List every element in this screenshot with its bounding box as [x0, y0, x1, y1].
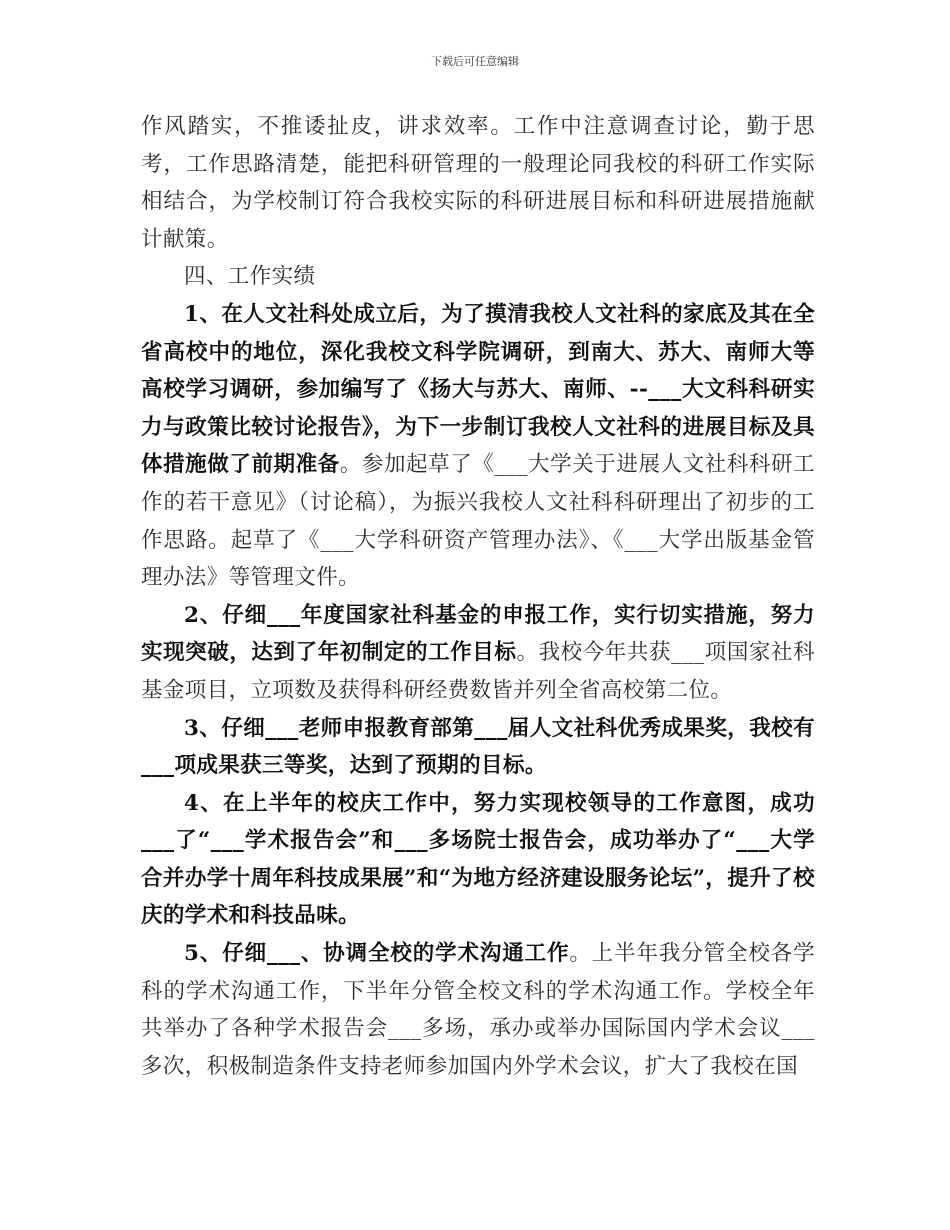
paragraph-item-4	[141, 785, 815, 935]
paragraph-text: 。上半年我分管全校各学科的学术沟通工作，下半年分管全校文科的学术沟通工作。学校全年共举办了各种学术报告会___多场，承办或举办国际国内学术会议___多次，积极制造条件支持老师参加国内外学术会议，扩大了我校在国	[141, 941, 815, 1079]
paragraph-text: 。我校今年共获___项国家社科基金项目，立项数及获得科研经费数皆并列全省高校第二位。	[141, 640, 815, 703]
bold-lead-text: 1、在人文社科处成立后，为了摸清我校人文社科的家底及其在全省高校中的地位，深化我校文科学院调研，到南大、苏大、南师大等高校学习调研，参加编写了《扬大与苏大、南师、--___大文科科研实力与政策比较讨论报告》，为下一步制订我校人文社科的进展目标及具体措施做了前期准备	[141, 301, 815, 478]
section-heading-achievements	[141, 258, 815, 296]
paragraph-work-attitude	[141, 108, 815, 258]
paragraph-item-3	[141, 710, 815, 785]
page-header-note: 下载后可任意编辑	[431, 55, 519, 68]
bold-lead-text: 5、仔细___、协调全校的学术沟通工作	[184, 941, 570, 967]
heading-text: 四、工作实绩	[184, 264, 316, 290]
paragraph-text: 作风踏实，不推诿扯皮，讲求效率。工作中注意调查讨论，勤于思考，工作思路清楚，能把科研管理的一般理论同我校的科研工作实际相结合，为学校制订符合我校实际的科研进展目标和科研进展措施献计献策。	[141, 114, 815, 252]
bold-lead-text: 3、仔细___老师申报教育部第___届人文社科优秀成果奖，我校有___项成果获三等奖，达到了预期的目标。	[141, 715, 815, 779]
paragraph-item-5	[141, 935, 815, 1085]
paragraph-text: 。参加起草了《___大学关于进展人文社科科研工作的若干意见》（讨论稿），为振兴我校人文社科科研理出了初步的工作思路。起草了《___大学科研资产管理办法》、《___大学出版基金管理办法》等管理文件。	[141, 452, 815, 591]
paragraph-item-2	[141, 597, 815, 710]
paragraph-item-1	[141, 296, 815, 597]
bold-lead-text: 2、仔细___年度国家社科基金的申报工作，实行切实措施，努力实现突破，达到了年初制定的工作目标	[141, 602, 815, 666]
bold-lead-text: 4、在上半年的校庆工作中，努力实现校领导的工作意图，成功___了“___学术报告会”和___多场院士报告会，成功举办了“___大学合并办学十周年科技成果展”和“为地方经济建设服务论坛”，提升了校庆的学术和科技品味。	[141, 790, 815, 929]
document-body	[141, 108, 815, 1085]
